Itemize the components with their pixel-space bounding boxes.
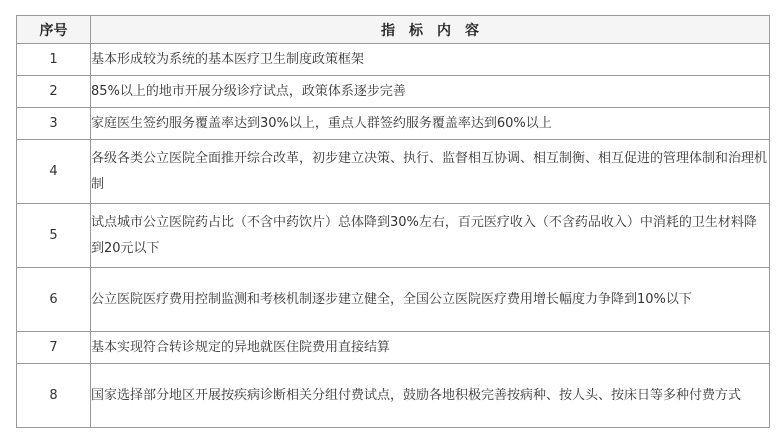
row-content: 国家选择部分地区开展按疾病诊断相关分组付费试点，鼓励各地积极完善按病种、按人头、按床日等多种付费方式 xyxy=(91,364,770,428)
indicator-table xyxy=(16,15,770,428)
row-number: 8 xyxy=(17,364,91,428)
row-number: 4 xyxy=(17,140,91,204)
row-number: 5 xyxy=(17,204,91,268)
row-content: 家庭医生签约服务覆盖率达到30%以上，重点人群签约服务覆盖率达到60%以上 xyxy=(91,108,770,140)
row-number: 7 xyxy=(17,332,91,364)
row-number: 6 xyxy=(17,268,91,332)
table-row xyxy=(17,44,770,76)
table-row xyxy=(17,268,770,332)
table-row xyxy=(17,108,770,140)
row-content: 公立医院医疗费用控制监测和考核机制逐步建立健全，全国公立医院医疗费用增长幅度力争降到10%以下 xyxy=(91,268,770,332)
row-content: 各级各类公立医院全面推开综合改革，初步建立决策、执行、监督相互协调、相互制衡、相互促进的管理体制和治理机制 xyxy=(91,140,770,204)
table-row xyxy=(17,140,770,204)
table-row xyxy=(17,76,770,108)
row-content: 85%以上的地市开展分级诊疗试点，政策体系逐步完善 xyxy=(91,76,770,108)
row-number: 2 xyxy=(17,76,91,108)
table-row xyxy=(17,332,770,364)
row-number: 3 xyxy=(17,108,91,140)
table-row xyxy=(17,364,770,428)
row-content: 试点城市公立医院药占比（不含中药饮片）总体降到30%左右，百元医疗收入（不含药品收入）中消耗的卫生材料降到20元以下 xyxy=(91,204,770,268)
row-number: 1 xyxy=(17,44,91,76)
row-content: 基本实现符合转诊规定的异地就医住院费用直接结算 xyxy=(91,332,770,364)
row-content: 基本形成较为系统的基本医疗卫生制度政策框架 xyxy=(91,44,770,76)
header-content: 指标内容 xyxy=(91,16,770,44)
table-row xyxy=(17,204,770,268)
table-header-row xyxy=(17,16,770,44)
header-seq: 序号 xyxy=(17,16,91,44)
